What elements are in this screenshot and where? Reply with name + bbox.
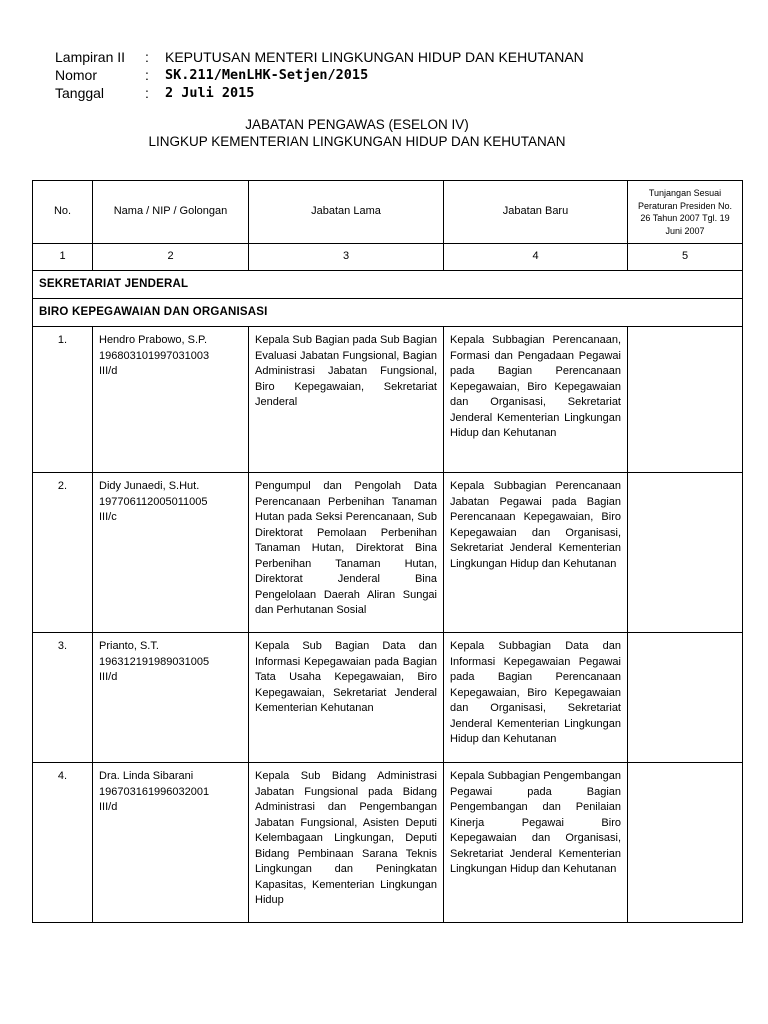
tunjangan-cell (628, 473, 743, 633)
column-number: 5 (628, 244, 743, 271)
official-name: Prianto, S.T. (99, 640, 159, 652)
tunjangan-cell (628, 327, 743, 473)
table-header-row (33, 181, 743, 244)
row-nama-cell (93, 473, 249, 633)
row-nama-cell (93, 763, 249, 923)
column-number: 1 (33, 244, 93, 271)
section-row (33, 271, 743, 299)
tanggal-label: Tanggal (55, 85, 105, 101)
jabatan-baru-cell: Kepala Subbagian Perencanaan Jabatan Pegawai pada Bagian Perencanaan Kepegawaian, Biro Kepegawaian dan Organisasi, Sekretariat Jenderal Kementerian Lingkungan Hidup dan Kehutanan (444, 473, 628, 633)
official-golongan: III/c (99, 511, 117, 523)
official-nip: 196703161996032001 (99, 785, 210, 798)
official-golongan: III/d (99, 671, 118, 683)
tunjangan-cell (628, 763, 743, 923)
column-header-jabatan-lama: Jabatan Lama (249, 181, 444, 244)
jabatan-lama-cell: Kepala Sub Bagian Data dan Informasi Kepegawaian pada Bagian Tata Usaha Kepegawaian, Biro Kepegawaian, Sekretariat Jenderal Kementerian Kehutanan (249, 633, 444, 763)
jabatan-lama-cell: Pengumpul dan Pengolah Data Perencanaan Perbenihan Tanaman Hutan pada Seksi Perencanaan, Sub Direktorat Pemolaan Perbenihan Tanaman Hutan, Direktorat Bina Perbenihan Tanaman Hutan, Direktorat Jenderal Bina Pengelolaan Daerah Aliran Sungai dan Perhutanan Sosial (249, 473, 444, 633)
table-row (33, 327, 743, 473)
section-row (33, 299, 743, 327)
official-name: Hendro Prabowo, S.P. (99, 334, 208, 346)
document-header (55, 48, 584, 102)
row-nama-cell (93, 327, 249, 473)
jabatan-baru-cell: Kepala Subbagian Data dan Informasi Kepegawaian Pegawai pada Bagian Perencanaan Kepegawaian, Biro Kepegawaian dan Organisasi, Sekretariat Jenderal Kementerian Lingkungan Hidup dan Kehutanan (444, 633, 628, 763)
lampiran-value: KEPUTUSAN MENTERI LINGKUNGAN HIDUP DAN KEHUTANAN (165, 49, 584, 65)
row-nama-cell (93, 633, 249, 763)
document-title-line-2: LINGKUP KEMENTERIAN LINGKUNGAN HIDUP DAN KEHUTANAN (148, 134, 566, 149)
official-golongan: III/d (99, 365, 118, 377)
table-row (33, 633, 743, 763)
nomor-value: SK.211/MenLHK-Setjen/2015 (165, 67, 369, 83)
column-number: 4 (444, 244, 628, 271)
column-header-nama: Nama / NIP / Golongan (93, 181, 249, 244)
section-sekretariat-jenderal: SEKRETARIAT JENDERAL (33, 271, 743, 299)
column-number: 3 (249, 244, 444, 271)
document-title-line-1: JABATAN PENGAWAS (ESELON IV) (245, 117, 469, 132)
table-row (33, 473, 743, 633)
jabatan-baru-cell: Kepala Subbagian Perencanaan, Formasi dan Pengadaan Pegawai pada Bagian Perencanaan Kepegawaian, Biro Kepegawaian dan Organisasi, Sekretariat Jenderal Kementerian Lingkungan Hidup dan Kehutanan (444, 327, 628, 473)
official-nip: 196803101997031003 (99, 349, 210, 362)
nomor-separator: : (145, 67, 149, 83)
header-nomor-row (55, 66, 584, 84)
tanggal-separator: : (145, 85, 149, 101)
official-name: Dra. Linda Sibarani (99, 770, 194, 782)
tanggal-value: 2 Juli 2015 (165, 85, 255, 101)
header-lampiran-row (55, 48, 584, 66)
jabatan-baru-cell: Kepala Subbagian Pengembangan Pegawai pada Bagian Pengembangan dan Penilaian Kinerja Pegawai Biro Kepegawaian dan Organisasi, Sekretariat Jenderal Kementerian Lingkungan Hidup dan Kehutanan (444, 763, 628, 923)
column-number-row (33, 244, 743, 271)
jabatan-lama-cell: Kepala Sub Bagian pada Sub Bagian Evaluasi Jabatan Fungsional, Bagian Administrasi Jabatan Fungsional, Biro Kepegawaian, Sekretariat Jenderal (249, 327, 444, 473)
official-name: Didy Junaedi, S.Hut. (99, 480, 200, 492)
header-tanggal-row (55, 84, 584, 102)
officials-table (32, 180, 743, 923)
lampiran-separator: : (145, 49, 149, 65)
jabatan-lama-cell: Kepala Sub Bidang Administrasi Jabatan Fungsional pada Bidang Administrasi dan Pengembangan Jabatan Fungsional, Asisten Deputi Kelembagaan Lingkungan, Deputi Bidang Pembinaan Sarana Teknis Lingkungan dan Peningkatan Kapasitas, Kementerian Lingkungan Hidup (249, 763, 444, 923)
row-number: 2. (33, 473, 93, 633)
column-header-tunjangan: Tunjangan Sesuai Peraturan Presiden No. 26 Tahun 2007 Tgl. 19 Juni 2007 (628, 181, 743, 244)
lampiran-label: Lampiran II (55, 49, 126, 65)
official-nip: 196312191989031005 (99, 655, 210, 668)
column-header-no: No. (33, 181, 93, 244)
row-number: 1. (33, 327, 93, 473)
column-number: 2 (93, 244, 249, 271)
column-header-jabatan-baru: Jabatan Baru (444, 181, 628, 244)
official-nip: 197706112005011005 (99, 495, 208, 508)
official-golongan: III/d (99, 801, 118, 813)
tunjangan-cell (628, 633, 743, 763)
table-row (33, 763, 743, 923)
section-biro-kepegawaian: BIRO KEPEGAWAIAN DAN ORGANISASI (33, 299, 743, 327)
row-number: 3. (33, 633, 93, 763)
nomor-label: Nomor (55, 67, 98, 83)
row-number: 4. (33, 763, 93, 923)
